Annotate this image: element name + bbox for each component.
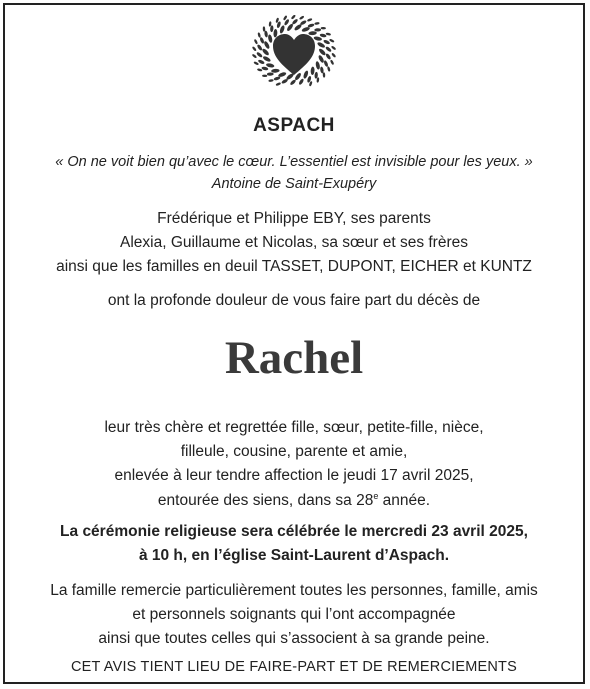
town-heading: ASPACH [253,115,335,136]
leaf-icon [256,51,263,58]
leaf-icon [252,54,258,59]
family-line-siblings: Alexia, Guillaume et Nicolas, sa sœur et ses frères [119,234,468,251]
leaf-icon [263,26,266,31]
leaf-icon [307,18,313,22]
leaf-icon [329,38,335,42]
leaf-icon [261,48,270,57]
leaf-icon [331,45,337,50]
description-line-1: leur très chère et regrettée fille, sœur, petite-fille, nièce, [104,419,484,436]
description-line-3: enlevée à leur tendre affection le jeudi 17 avril 2025, [114,467,474,484]
leaf-icon [314,72,318,79]
leaf-icon [320,66,324,73]
leaf-icon [256,44,263,51]
leaf-icon [308,31,317,35]
leaf-icon [279,25,285,34]
ceremony-line-2: à 10 h, en l’église Saint-Laurent d’Aspach. [138,547,450,564]
ceremony-line-1: La cérémonie religieuse sera célébrée le mercredi 23 avril 2025, [60,523,528,540]
leaf-icon [268,79,274,82]
leaf-icon [325,46,332,53]
age-text: entourée des siens, dans sa 28 [157,492,374,509]
leaf-icon [319,33,326,38]
leaf-icon [321,27,326,30]
announcement-text: ont la profonde douleur de vous faire part du décès de [107,292,481,309]
thanks-line-2: et personnels soignants qui l’ont accompagnée [132,606,456,623]
thanks-line-3: ainsi que toutes celles qui s’associent à sa grande peine. [98,630,490,647]
leaf-icon [318,48,327,57]
leaf-icon [298,78,304,85]
leaf-icon [291,15,296,20]
leaf-icon [253,61,259,65]
leaf-icon [270,25,274,32]
leaf-icon [258,59,266,65]
leaf-icon [314,22,320,25]
ordinal-suffix: e [373,491,379,501]
leaf-icon [263,40,270,49]
age-text-end: année. [378,492,431,509]
thanks-line-1: La famille remercie particulièrement toutes les personnes, famille, amis [50,582,538,599]
leaf-icon [331,52,336,58]
heart-icon [273,34,315,75]
leaf-icon [325,53,332,60]
description-line-2: filleule, cousine, parente et amie, [180,443,408,460]
leaf-icon [299,15,305,20]
heart-leaves-icon [249,15,339,89]
leaf-icon [273,29,277,38]
obituary-card [3,3,585,684]
footer-notice: CET AVIS TIENT LIEU DE FAIRE-PART ET DE REMERCIEMENTS [71,659,517,675]
leaf-icon [261,66,268,71]
leaf-icon [323,72,326,77]
quote-text: « On ne voit bien qu’avec le cœur. L’essentiel est invisible pour les yeux. » [55,154,533,170]
leaf-icon [275,82,281,86]
leaf-icon [271,69,280,73]
leaf-icon [264,30,268,37]
leaf-icon [267,72,274,75]
leaf-icon [252,46,257,52]
leaf-icon [262,75,267,78]
leaf-icon [323,39,331,45]
leaf-icon [313,36,322,41]
leaf-icon [266,63,275,68]
leaf-icon [257,32,261,38]
deceased-name: Rachel [224,332,364,384]
leaf-icon [327,66,331,72]
leaf-icon [254,39,259,45]
quote-author: Antoine de Saint-Exupéry [211,176,377,192]
leaf-icon [314,28,321,31]
leaf-icon [325,32,331,36]
family-line-relatives: ainsi que les familles en deuil TASSET, DUPONT, EICHER et KUNTZ [56,258,532,275]
leaf-icon [310,66,314,75]
leaf-icon [257,68,263,72]
leaf-icon [330,59,335,65]
leaf-icon [318,54,325,63]
leaf-icon [323,60,329,68]
leaf-icon [303,70,309,79]
leaf-icon [267,34,272,43]
leaf-icon [259,37,265,45]
description-line-4 [5,491,583,510]
leaf-icon [315,61,320,70]
heart-emblem [5,15,583,89]
family-line-parents: Frédérique et Philippe EBY, ses parents [157,210,431,227]
